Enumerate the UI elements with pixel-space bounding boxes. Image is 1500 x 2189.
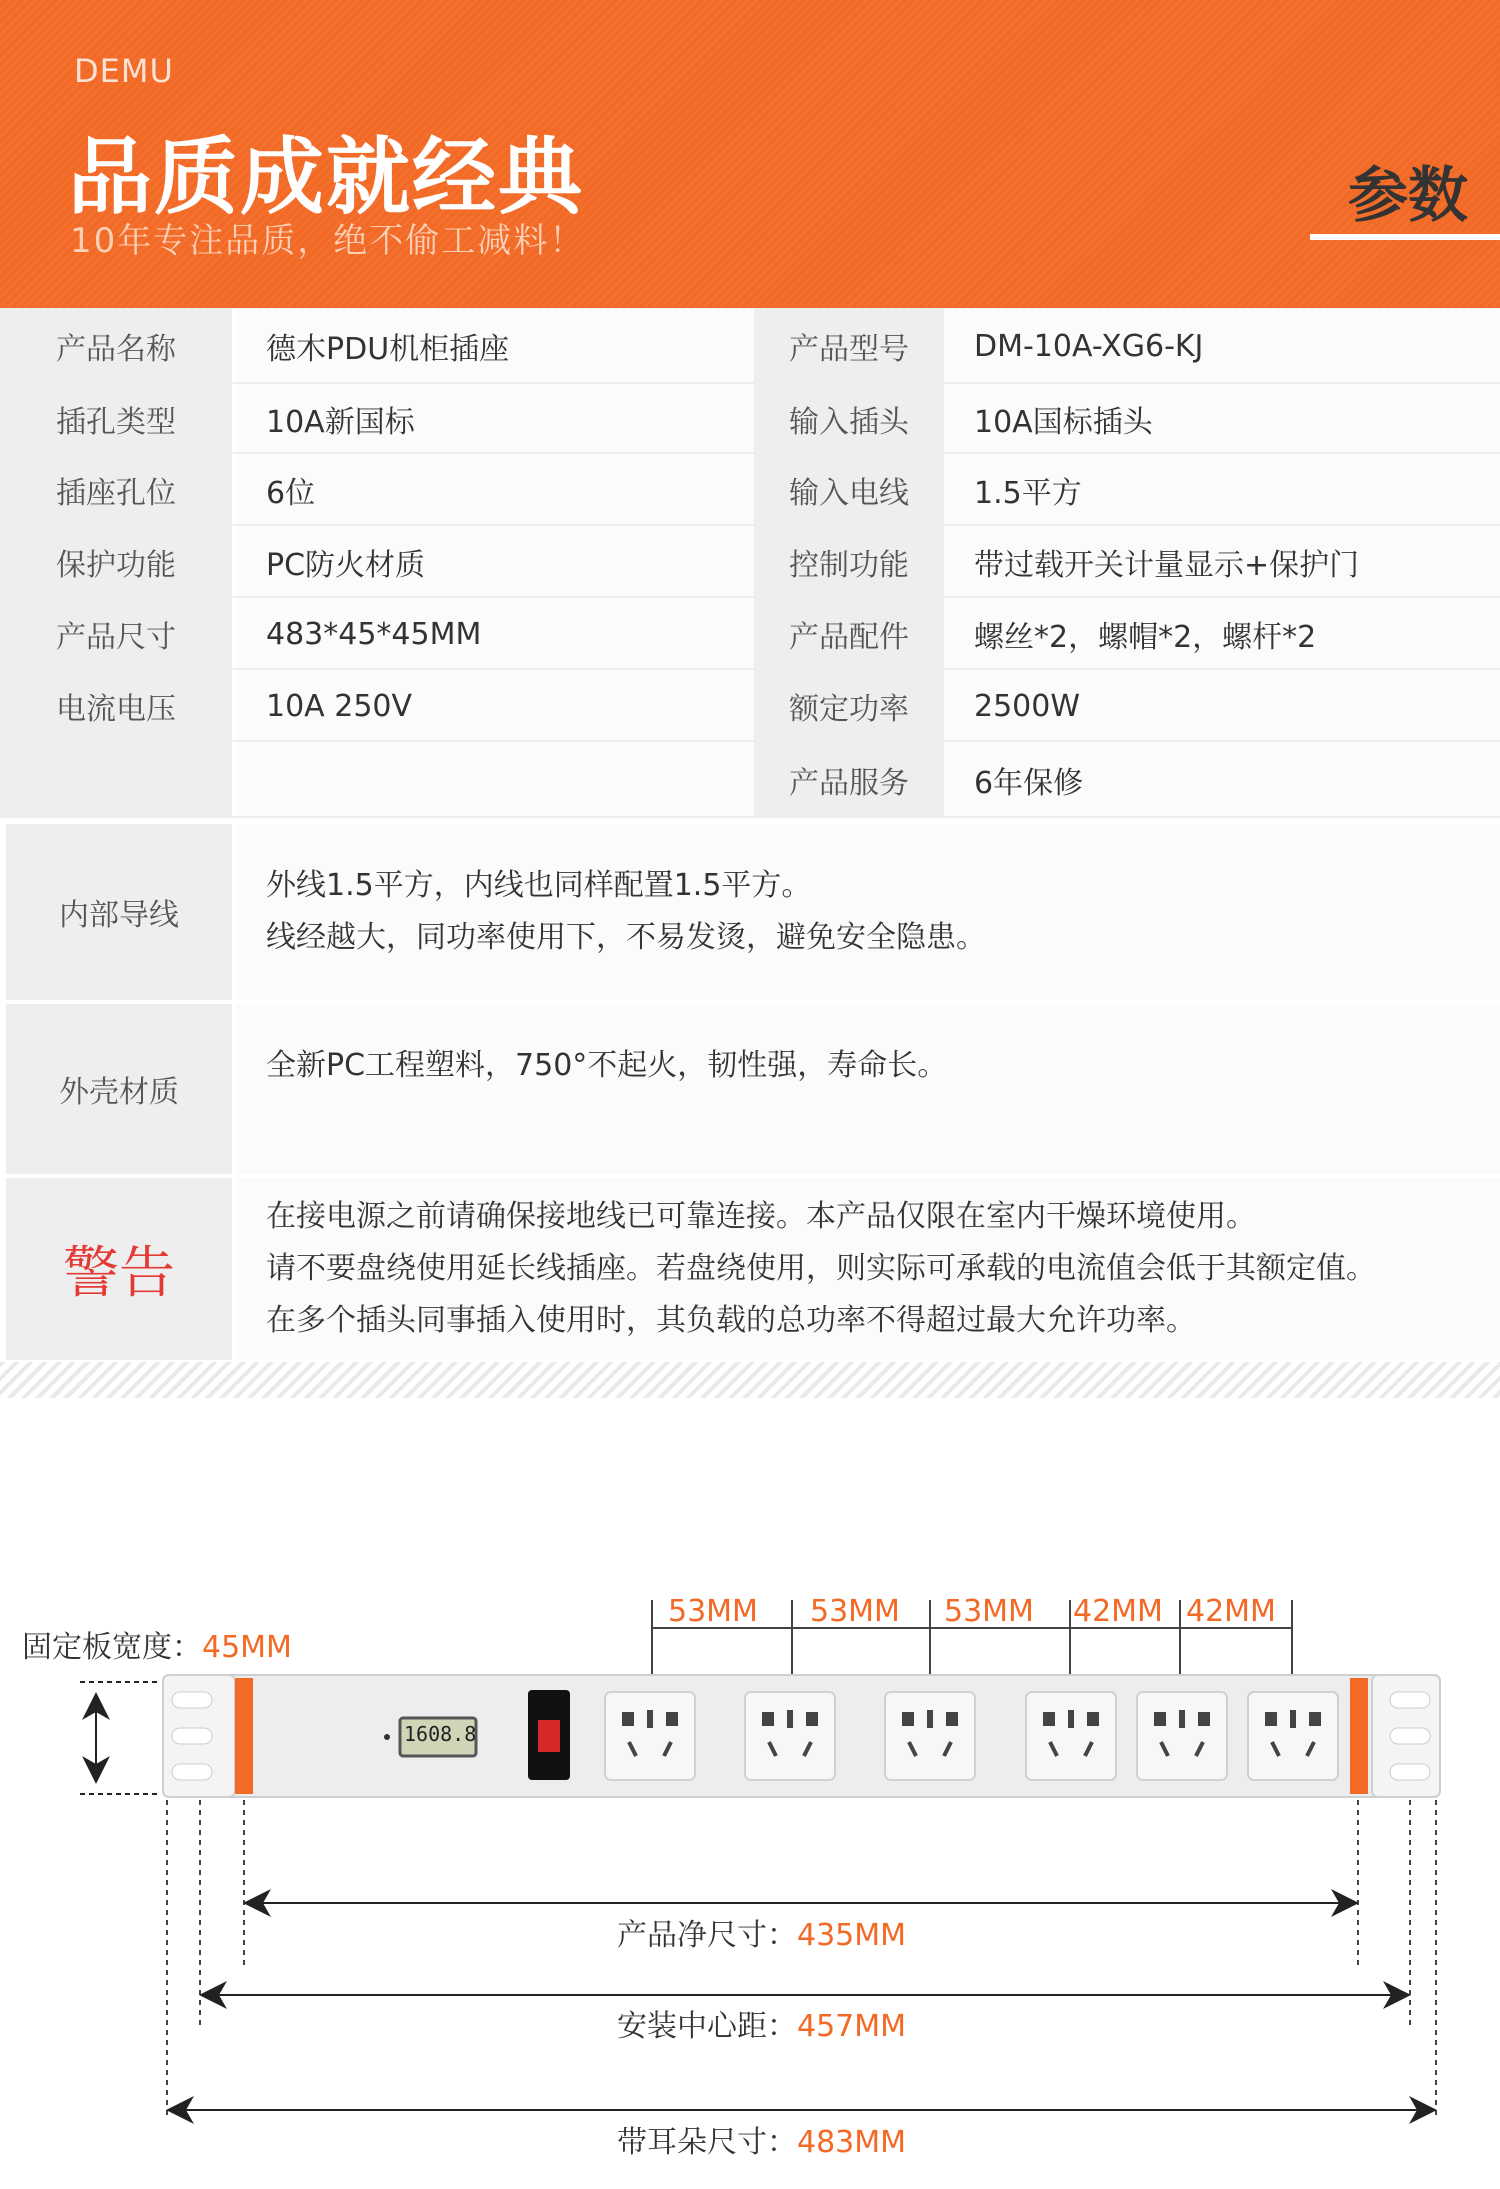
warning-line: 在多个插头同事插入使用时，其负载的总功率不得超过最大允许功率。 — [266, 1303, 1196, 1338]
header-banner — [0, 0, 1500, 308]
spec-label: 输入电线 — [754, 454, 944, 526]
spec-value: 10A 250V — [236, 670, 754, 742]
divider-stripe — [0, 1362, 1500, 1398]
outlet-spacing-label: 42MM — [1073, 1594, 1163, 1629]
spec-value: PC防火材质 — [236, 526, 754, 598]
shell-text — [236, 1004, 1500, 1174]
spec-label: 产品服务 — [754, 742, 944, 818]
plate-height-dimension — [80, 1682, 160, 1794]
outlet — [1137, 1692, 1227, 1780]
spec-value: 10A新国标 — [236, 384, 754, 454]
wiring-text — [236, 824, 1500, 1000]
center-distance-label — [617, 2001, 906, 2045]
dimension-drawing — [0, 1400, 1500, 2189]
net-size-value: 435MM — [797, 1918, 907, 1953]
wiring-line: 外线1.5平方，内线也同样配置1.5平方。 — [266, 868, 812, 903]
spec-label: 输入插头 — [754, 384, 944, 454]
meter-reading: 1608.8 — [404, 1722, 477, 1746]
spec-label: 产品尺寸 — [0, 598, 236, 670]
outlet — [745, 1692, 835, 1780]
plate-width-text: 固定板宽度： — [22, 1630, 202, 1665]
spec-label: 插孔类型 — [0, 384, 236, 454]
extension-lines — [167, 1800, 1436, 2115]
warning-text — [236, 1178, 1500, 1360]
spec-label: 产品名称 — [0, 308, 236, 384]
params-tab-underline — [1310, 234, 1500, 240]
headline: 品质成就经典 — [68, 128, 585, 226]
shell-label: 外壳材质 — [6, 1004, 236, 1174]
spec-label: 额定功率 — [754, 670, 944, 742]
spec-label: 控制功能 — [754, 526, 944, 598]
brand-name: DEMU — [74, 52, 174, 90]
warning-label: 警告 — [6, 1178, 236, 1360]
spec-value: 10A国标插头 — [944, 384, 1500, 454]
plate-width-value: 45MM — [202, 1630, 292, 1665]
spec-label — [0, 742, 236, 818]
spec-value: 6年保修 — [944, 742, 1500, 818]
spec-label: 产品配件 — [754, 598, 944, 670]
warning-line: 在接电源之前请确保接地线已可靠连接。本产品仅限在室内干燥环境使用。 — [266, 1199, 1256, 1234]
spec-value: 螺丝*2，螺帽*2，螺杆*2 — [944, 598, 1500, 670]
shell-line: 全新PC工程塑料，750°不起火，韧性强，寿命长。 — [266, 1048, 948, 1083]
outlet-spacing-label: 42MM — [1186, 1594, 1276, 1629]
spec-value: 德木PDU机柜插座 — [236, 308, 754, 384]
outlet — [1248, 1692, 1338, 1780]
outlet — [605, 1692, 695, 1780]
spec-label: 电流电压 — [0, 670, 236, 742]
ear-size-text: 带耳朵尺寸： — [617, 2125, 797, 2160]
outlet — [1026, 1692, 1116, 1780]
spec-label: 保护功能 — [0, 526, 236, 598]
spec-value: 带过载开关计量显示+保护门 — [944, 526, 1500, 598]
spec-value: 1.5平方 — [944, 454, 1500, 526]
wiring-label: 内部导线 — [6, 824, 236, 1000]
outlet-spacing-label: 53MM — [810, 1594, 900, 1629]
ear-size-label — [617, 2117, 906, 2161]
wiring-line: 线经越大，同功率使用下，不易发烫，避免安全隐患。 — [266, 920, 986, 955]
center-distance-value: 457MM — [797, 2009, 907, 2044]
params-tab-label: 参数 — [1348, 161, 1468, 231]
outlet-spacing-label: 53MM — [668, 1594, 758, 1629]
warning-line: 请不要盘绕使用延长线插座。若盘绕使用，则实际可承载的电流值会低于其额定值。 — [266, 1251, 1376, 1286]
spec-label: 产品型号 — [754, 308, 944, 384]
spec-value: DM-10A-XG6-KJ — [944, 308, 1500, 384]
outlet — [885, 1692, 975, 1780]
center-distance-text: 安装中心距： — [617, 2009, 797, 2044]
row-divider — [40, 816, 1500, 818]
slogan: 10年专注品质，绝不偷工减料！ — [70, 221, 586, 261]
spec-value: 2500W — [944, 670, 1500, 742]
net-size-label — [617, 1910, 906, 1954]
spec-label: 插座孔位 — [0, 454, 236, 526]
spec-value — [236, 742, 754, 818]
net-size-text: 产品净尺寸： — [617, 1918, 797, 1953]
spec-value: 6位 — [236, 454, 754, 526]
outlet-spacing-label: 53MM — [944, 1594, 1034, 1629]
ear-size-value: 483MM — [797, 2125, 907, 2160]
spec-table — [0, 308, 1500, 1360]
spec-value: 483*45*45MM — [236, 598, 754, 670]
